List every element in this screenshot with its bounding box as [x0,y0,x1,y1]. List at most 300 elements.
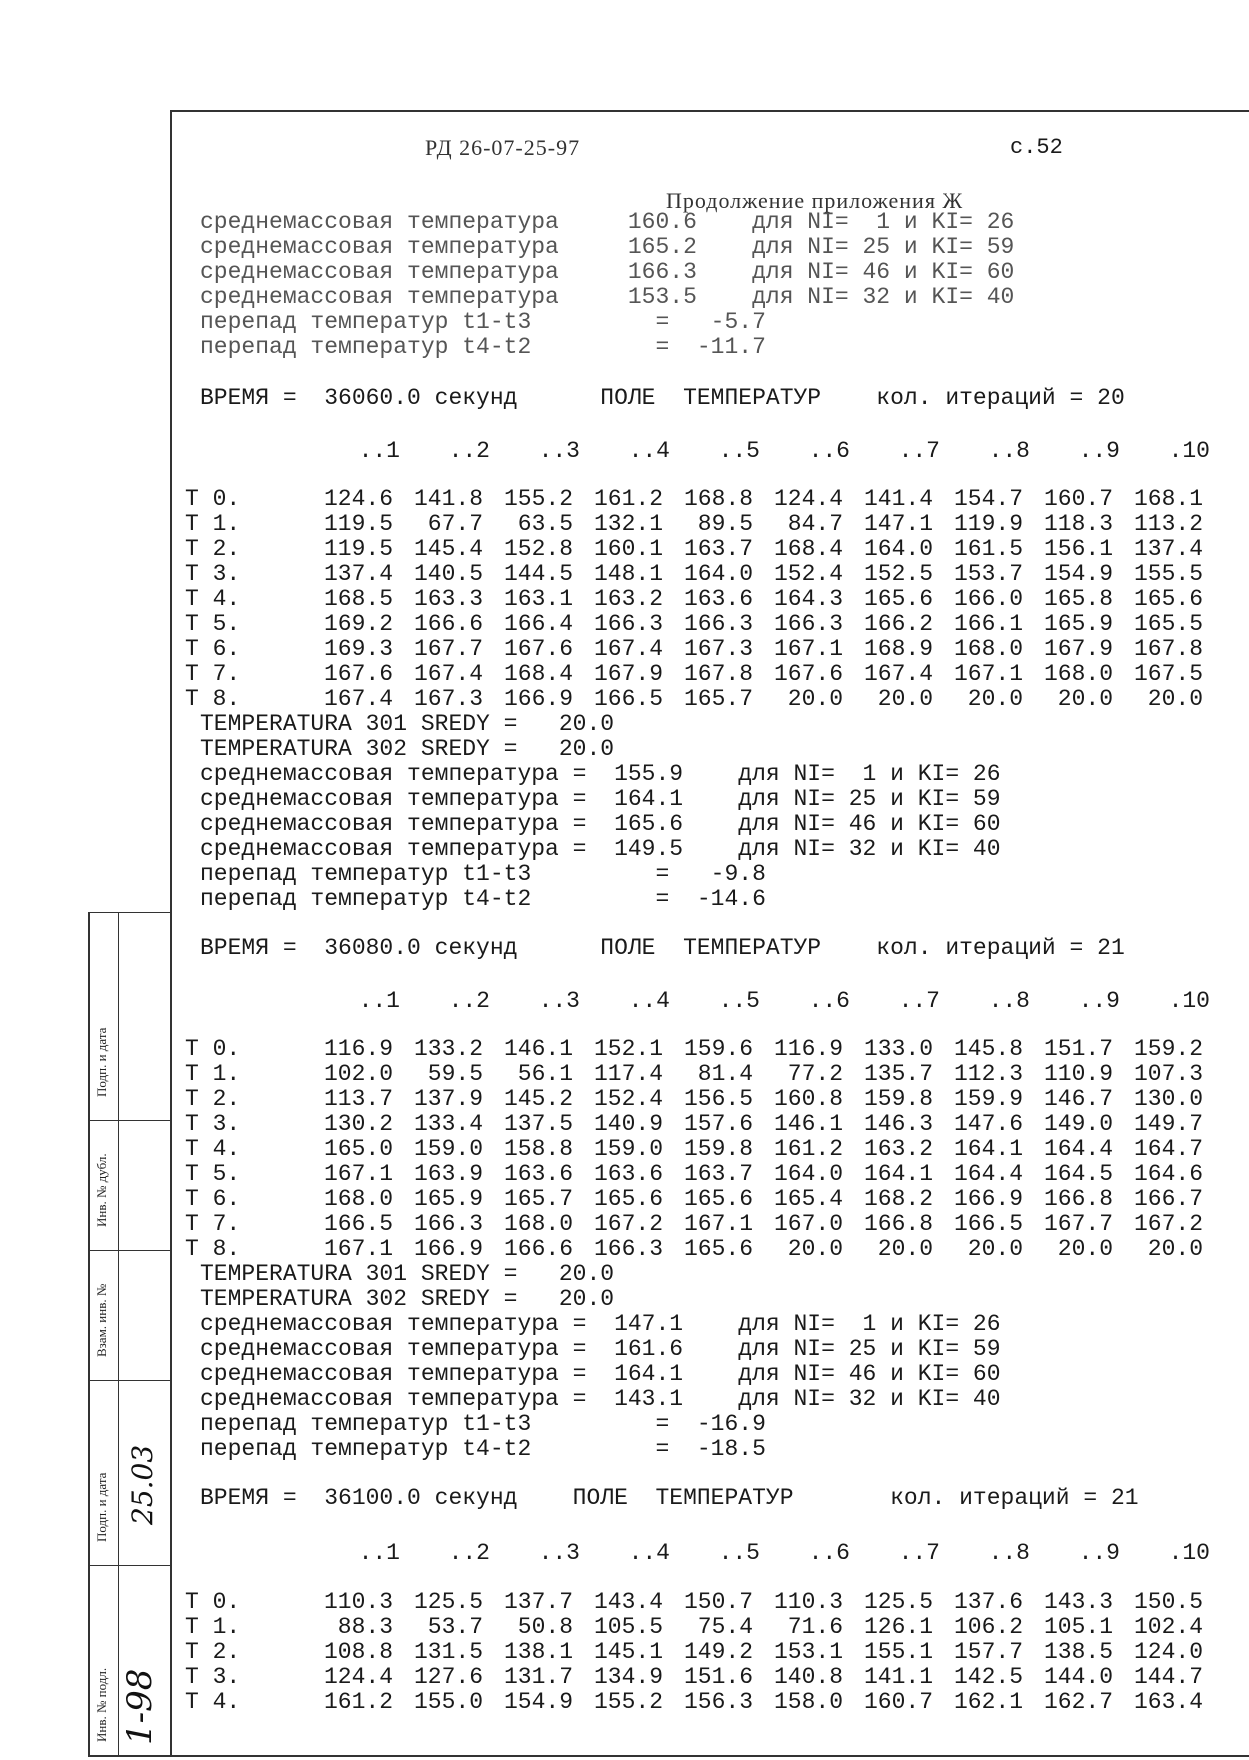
row-label: T 2. [185,536,241,562]
table-cell: 152.4 [593,1086,663,1112]
stamp-label-dup-inv: Инв. № дубл. [94,1153,109,1227]
table-cell: 167.3 [413,686,483,712]
table-cell: 166.5 [323,1211,393,1237]
table-cell: 107.3 [1133,1061,1203,1087]
table-cell: 154.9 [503,1689,573,1715]
table-cell: 143.3 [1043,1589,1113,1615]
table-cell: 20.0 [1147,1236,1203,1262]
table-cell: 151.6 [683,1664,753,1690]
stamp-label-orig-inv: Инв. № подл. [94,1667,109,1742]
table-cell: 163.6 [503,1161,573,1187]
table-cell: 165.0 [323,1136,393,1162]
column-header: .10 [1168,988,1210,1014]
table-cell: 164.1 [953,1136,1023,1162]
table-cell: 105.1 [1043,1614,1113,1640]
row-label: T 7. [185,1211,241,1237]
column-header: ..5 [718,988,760,1014]
table-cell: 160.8 [773,1086,843,1112]
table-cell: 155.1 [863,1639,933,1665]
summary-line: перепад температур t4-t2 = -18.5 [200,1436,766,1462]
frame-top-line [170,110,1249,112]
row-label: T 8. [185,686,241,712]
table-cell: 167.7 [1043,1211,1113,1237]
table-cell: 133.2 [413,1036,483,1062]
table-cell: 167.8 [1133,636,1203,662]
table-cell: 167.2 [593,1211,663,1237]
column-header: ..1 [358,438,400,464]
table-cell: 138.1 [503,1639,573,1665]
table-cell: 20.0 [877,686,933,712]
summary-line: перепад температур t1-t3 = -5.7 [200,309,766,335]
table-cell: 165.8 [1043,586,1113,612]
table-cell: 166.8 [1043,1186,1113,1212]
summary-line: среднемассовая температура 153.5 для NI= 32 и KI= 40 [200,284,1015,310]
table-cell: 163.4 [1133,1689,1203,1715]
table-cell: 150.7 [683,1589,753,1615]
summary-line: среднемассовая температура 165.2 для NI= 25 и KI= 59 [200,234,1015,260]
table-cell: 124.4 [323,1664,393,1690]
table-cell: 152.8 [503,536,573,562]
table-cell: 113.7 [323,1086,393,1112]
table-cell: 119.5 [323,511,393,537]
table-cell: 167.4 [323,686,393,712]
table-cell: 164.4 [953,1161,1023,1187]
table-cell: 164.0 [863,536,933,562]
table-cell: 153.1 [773,1639,843,1665]
table-cell: 157.6 [683,1111,753,1137]
table-cell: 168.0 [323,1186,393,1212]
table-cell: 116.9 [773,1036,843,1062]
table-cell: 164.4 [1043,1136,1113,1162]
column-header: ..3 [538,438,580,464]
table-cell: 167.9 [1043,636,1113,662]
table-cell: 154.9 [1043,561,1113,587]
table-cell: 20.0 [787,1236,843,1262]
column-header: ..8 [988,988,1030,1014]
table-cell: 167.1 [773,636,843,662]
table-cell: 124.6 [323,486,393,512]
column-header: ..4 [628,988,670,1014]
table-cell: 163.2 [593,586,663,612]
table-cell: 67.7 [427,511,483,537]
table-cell: 140.8 [773,1664,843,1690]
column-header: ..4 [628,1540,670,1566]
table-cell: 166.4 [503,611,573,637]
table-cell: 168.2 [863,1186,933,1212]
table-cell: 137.6 [953,1589,1023,1615]
table-cell: 166.3 [413,1211,483,1237]
table-cell: 119.5 [323,536,393,562]
stamp-divider [118,912,119,1755]
table-cell: 124.4 [773,486,843,512]
table-cell: 164.7 [1133,1136,1203,1162]
table-cell: 163.7 [683,536,753,562]
column-header: ..2 [448,1540,490,1566]
table-cell: 168.9 [863,636,933,662]
summary-line: перепад температур t1-t3 = -9.8 [200,861,766,887]
table-cell: 158.8 [503,1136,573,1162]
table-cell: 167.1 [323,1161,393,1187]
table-cell: 102.0 [323,1061,393,1087]
row-label: T 5. [185,611,241,637]
table-cell: 165.7 [503,1186,573,1212]
table-cell: 163.3 [413,586,483,612]
handwritten-date: 25.03 [126,1444,159,1525]
page-number: с.52 [1010,135,1063,160]
table-cell: 59.5 [427,1061,483,1087]
column-header: ..1 [358,1540,400,1566]
row-label: T 4. [185,1689,241,1715]
table-cell: 165.6 [683,1236,753,1262]
table-cell: 137.7 [503,1589,573,1615]
table-cell: 71.6 [787,1614,843,1640]
table-cell: 20.0 [787,686,843,712]
summary-line: среднемассовая температура = 161.6 для NI= 25 и KI= 59 [200,1336,1001,1362]
table-cell: 116.9 [323,1036,393,1062]
table-cell: 130.2 [323,1111,393,1137]
table-cell: 133.0 [863,1036,933,1062]
table-cell: 133.4 [413,1111,483,1137]
row-label: T 5. [185,1161,241,1187]
table-cell: 161.2 [773,1136,843,1162]
table-cell: 160.7 [1043,486,1113,512]
table-cell: 167.8 [683,661,753,687]
table-cell: 154.7 [953,486,1023,512]
table-cell: 127.6 [413,1664,483,1690]
column-header: ..9 [1078,1540,1120,1566]
table-cell: 146.7 [1043,1086,1113,1112]
table-cell: 110.3 [323,1589,393,1615]
row-label: T 0. [185,1589,241,1615]
table-cell: 126.1 [863,1614,933,1640]
block-summary [200,1262,1001,1462]
table-cell: 152.5 [863,561,933,587]
table-cell: 155.0 [413,1689,483,1715]
table-cell: 167.6 [503,636,573,662]
table-cell: 110.9 [1043,1061,1113,1087]
column-header: ..1 [358,988,400,1014]
row-label: T 1. [185,1061,241,1087]
table-cell: 153.7 [953,561,1023,587]
table-cell: 160.7 [863,1689,933,1715]
table-cell: 168.0 [953,636,1023,662]
table-cell: 164.1 [863,1161,933,1187]
table-cell: 163.1 [503,586,573,612]
table-cell: 20.0 [877,1236,933,1262]
stamp-label-replace-inv: Взам. инв. № [94,1283,109,1357]
table-cell: 166.9 [503,686,573,712]
table-cell: 163.6 [593,1161,663,1187]
time-step-line: ВРЕМЯ = 36100.0 секунд ПОЛЕ ТЕМПЕРАТУР кол. итераций = 21 [200,1485,1139,1511]
table-cell: 147.1 [863,511,933,537]
summary-line: TEMPERATURA 301 SREDY = 20.0 [200,711,615,737]
stamp-divider [90,1565,172,1566]
table-cell: 151.7 [1043,1036,1113,1062]
table-cell: 165.6 [593,1186,663,1212]
stamp-label-sign-date: Подп. и дата [94,1472,109,1542]
table-cell: 20.0 [1147,686,1203,712]
table-cell: 167.2 [1133,1211,1203,1237]
row-label: T 8. [185,1236,241,1262]
table-cell: 166.5 [953,1211,1023,1237]
summary-line: среднемассовая температура = 165.6 для NI= 46 и KI= 60 [200,811,1001,837]
table-cell: 166.7 [1133,1186,1203,1212]
table-cell: 88.3 [337,1614,393,1640]
table-cell: 166.5 [593,686,663,712]
table-cell: 166.3 [773,611,843,637]
table-cell: 137.5 [503,1111,573,1137]
document-code: РД 26-07-25-97 [425,135,581,160]
stamp-label-sign-date-top: Подп. и дата [94,1027,109,1097]
column-header: ..7 [898,1540,940,1566]
table-cell: 146.1 [503,1036,573,1062]
table-cell: 167.6 [323,661,393,687]
row-label: T 1. [185,511,241,537]
summary-line: среднемассовая температура = 143.1 для NI= 32 и KI= 40 [200,1386,1001,1412]
summary-line: перепад температур t1-t3 = -16.9 [200,1411,766,1437]
table-cell: 75.4 [697,1614,753,1640]
table-cell: 159.6 [683,1036,753,1062]
table-cell: 168.4 [773,536,843,562]
table-cell: 147.6 [953,1111,1023,1137]
table-cell: 167.4 [593,636,663,662]
table-cell: 166.2 [863,611,933,637]
table-cell: 166.3 [593,1236,663,1262]
table-cell: 161.5 [953,536,1023,562]
table-cell: 156.3 [683,1689,753,1715]
row-label: T 1. [185,1614,241,1640]
table-cell: 140.9 [593,1111,663,1137]
table-cell: 165.6 [1133,586,1203,612]
table-cell: 140.5 [413,561,483,587]
time-step-line: ВРЕМЯ = 36060.0 секунд ПОЛЕ ТЕМПЕРАТУР кол. итераций = 20 [200,385,1125,411]
column-header: ..5 [718,1540,760,1566]
table-cell: 50.8 [517,1614,573,1640]
table-cell: 165.4 [773,1186,843,1212]
summary-line: перепад температур t4-t2 = -11.7 [200,334,766,360]
table-cell: 167.6 [773,661,843,687]
table-cell: 125.5 [413,1589,483,1615]
table-cell: 162.1 [953,1689,1023,1715]
table-cell: 106.2 [953,1614,1023,1640]
table-cell: 167.1 [953,661,1023,687]
table-cell: 124.0 [1133,1639,1203,1665]
row-label: T 4. [185,1136,241,1162]
table-cell: 63.5 [517,511,573,537]
table-cell: 163.2 [863,1136,933,1162]
table-cell: 165.9 [1043,611,1113,637]
table-cell: 164.3 [773,586,843,612]
table-cell: 152.1 [593,1036,663,1062]
table-cell: 150.5 [1133,1589,1203,1615]
table-cell: 167.9 [593,661,663,687]
table-cell: 167.0 [773,1211,843,1237]
table-cell: 105.5 [593,1614,663,1640]
table-cell: 167.4 [863,661,933,687]
table-cell: 163.7 [683,1161,753,1187]
table-cell: 149.7 [1133,1111,1203,1137]
summary-line: среднемассовая температура = 164.1 для NI= 46 и KI= 60 [200,1361,1001,1387]
row-label: T 0. [185,1036,241,1062]
table-cell: 167.5 [1133,661,1203,687]
column-header: ..7 [898,988,940,1014]
column-header: ..9 [1078,988,1120,1014]
table-cell: 159.9 [953,1086,1023,1112]
column-header: ..9 [1078,438,1120,464]
table-cell: 161.2 [323,1689,393,1715]
table-cell: 108.8 [323,1639,393,1665]
row-label: T 6. [185,636,241,662]
table-cell: 77.2 [787,1061,843,1087]
summary-line: среднемассовая температура = 164.1 для NI= 25 и KI= 59 [200,786,1001,812]
table-cell: 168.0 [1043,661,1113,687]
summary-line: среднемассовая температура = 155.9 для NI= 1 и KI= 26 [200,761,1001,787]
stamp-divider [90,1250,172,1251]
column-header: .10 [1168,1540,1210,1566]
table-cell: 164.0 [683,561,753,587]
summary-line: среднемассовая температура 160.6 для NI= 1 и KI= 26 [200,209,1015,235]
table-cell: 152.4 [773,561,843,587]
table-cell: 110.3 [773,1589,843,1615]
table-cell: 166.6 [503,1236,573,1262]
column-header: ..7 [898,438,940,464]
table-cell: 145.2 [503,1086,573,1112]
summary-line: среднемассовая температура = 147.1 для NI= 1 и KI= 26 [200,1311,1001,1337]
summary-line: TEMPERATURA 302 SREDY = 20.0 [200,1286,615,1312]
table-cell: 165.6 [683,1186,753,1212]
row-label: T 0. [185,486,241,512]
table-cell: 118.3 [1043,511,1113,537]
table-cell: 131.7 [503,1664,573,1690]
table-cell: 159.0 [413,1136,483,1162]
row-label: T 2. [185,1639,241,1665]
table-cell: 125.5 [863,1589,933,1615]
table-cell: 165.5 [1133,611,1203,637]
table-cell: 167.1 [683,1211,753,1237]
table-cell: 144.7 [1133,1664,1203,1690]
table-cell: 141.1 [863,1664,933,1690]
table-cell: 135.7 [863,1061,933,1087]
table-cell: 145.8 [953,1036,1023,1062]
table-cell: 53.7 [427,1614,483,1640]
table-cell: 132.1 [593,511,663,537]
time-step-line: ВРЕМЯ = 36080.0 секунд ПОЛЕ ТЕМПЕРАТУР кол. итераций = 21 [200,935,1125,961]
stamp-divider [90,1380,172,1381]
table-cell: 119.9 [953,511,1023,537]
table-cell: 84.7 [787,511,843,537]
table-cell: 113.2 [1133,511,1203,537]
block-summary [200,712,1001,912]
table-cell: 166.0 [953,586,1023,612]
table-cell: 155.2 [503,486,573,512]
table-cell: 163.9 [413,1161,483,1187]
table-cell: 162.7 [1043,1689,1113,1715]
table-cell: 167.4 [413,661,483,687]
table-cell: 163.6 [683,586,753,612]
table-cell: 20.0 [1057,686,1113,712]
table-cell: 142.5 [953,1664,1023,1690]
table-cell: 167.1 [323,1236,393,1262]
table-cell: 137.9 [413,1086,483,1112]
table-cell: 137.4 [323,561,393,587]
table-cell: 89.5 [697,511,753,537]
table-cell: 159.8 [683,1136,753,1162]
table-cell: 149.2 [683,1639,753,1665]
table-cell: 157.7 [953,1639,1023,1665]
table-cell: 134.9 [593,1664,663,1690]
table-cell: 159.0 [593,1136,663,1162]
table-cell: 166.3 [683,611,753,637]
frame-bottom-line [88,1755,1249,1757]
column-header: ..3 [538,988,580,1014]
table-cell: 165.7 [683,686,753,712]
table-cell: 166.3 [593,611,663,637]
row-label: T 2. [185,1086,241,1112]
table-cell: 131.5 [413,1639,483,1665]
column-header: .10 [1168,438,1210,464]
table-cell: 112.3 [953,1061,1023,1087]
table-cell: 138.5 [1043,1639,1113,1665]
table-cell: 168.0 [503,1211,573,1237]
table-cell: 146.1 [773,1111,843,1137]
table-cell: 130.0 [1133,1086,1203,1112]
table-cell: 137.4 [1133,536,1203,562]
table-cell: 169.2 [323,611,393,637]
table-cell: 20.0 [967,686,1023,712]
table-cell: 168.8 [683,486,753,512]
table-cell: 168.4 [503,661,573,687]
table-cell: 144.0 [1043,1664,1113,1690]
table-cell: 165.9 [413,1186,483,1212]
table-cell: 158.0 [773,1689,843,1715]
table-cell: 164.0 [773,1161,843,1187]
column-header: ..8 [988,438,1030,464]
handwritten-inventory-number: 1-98 [120,1668,160,1745]
table-cell: 166.9 [413,1236,483,1262]
approval-stamp [88,912,172,1755]
table-cell: 168.1 [1133,486,1203,512]
table-cell: 168.5 [323,586,393,612]
table-cell: 159.8 [863,1086,933,1112]
row-label: T 6. [185,1186,241,1212]
table-cell: 117.4 [593,1061,663,1087]
table-cell: 156.5 [683,1086,753,1112]
summary-line: TEMPERATURA 301 SREDY = 20.0 [200,1261,615,1287]
table-cell: 161.2 [593,486,663,512]
table-cell: 166.6 [413,611,483,637]
table-cell: 166.9 [953,1186,1023,1212]
row-label: T 3. [185,1111,241,1137]
table-cell: 167.3 [683,636,753,662]
table-cell: 155.2 [593,1689,663,1715]
summary-line: среднемассовая температура 166.3 для NI= 46 и KI= 60 [200,259,1015,285]
table-cell: 164.5 [1043,1161,1113,1187]
table-cell: 169.3 [323,636,393,662]
summary-line: перепад температур t4-t2 = -14.6 [200,886,766,912]
table-cell: 56.1 [517,1061,573,1087]
column-header: ..4 [628,438,670,464]
table-cell: 164.6 [1133,1161,1203,1187]
table-cell: 20.0 [1057,1236,1113,1262]
table-cell: 159.2 [1133,1036,1203,1062]
column-header: ..2 [448,438,490,464]
table-cell: 160.1 [593,536,663,562]
intro-summary [200,210,1014,360]
table-cell: 156.1 [1043,536,1113,562]
summary-line: TEMPERATURA 302 SREDY = 20.0 [200,736,615,762]
table-cell: 81.4 [697,1061,753,1087]
column-header: ..6 [808,988,850,1014]
